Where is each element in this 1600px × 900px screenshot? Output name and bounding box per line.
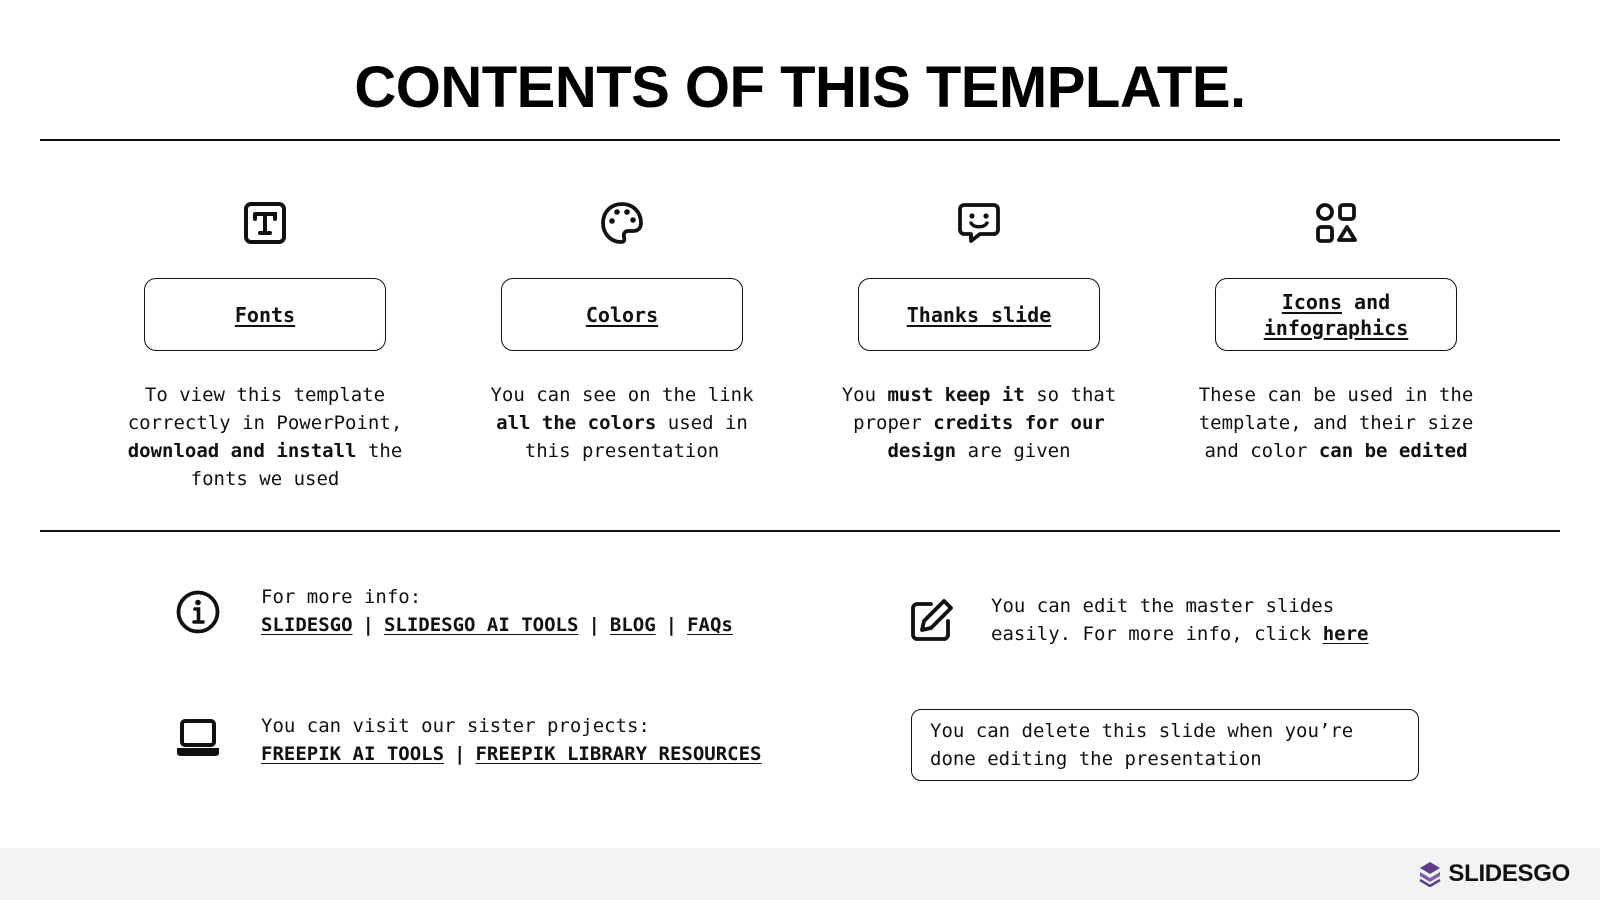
thanks-slide-button[interactable]: Thanks slide [858,278,1100,351]
icons-infographics-card [1176,200,1496,465]
more-info-text: For more info: SLIDESGO | SLIDESGO AI TOOLS | BLOG | FAQs [261,583,733,639]
edit-master-text: You can edit the master slides easily. For more info, click here [991,595,1369,645]
colors-description: You can see on the link all the colors used in this presentation [490,384,754,462]
slidesgo-ai-tools-link[interactable]: SLIDESGO AI TOOLS [383,614,579,636]
palette-icon [599,200,645,246]
delete-slide-note: You can delete this slide when you’re done editing the presentation [911,709,1419,781]
middle-divider [40,530,1560,532]
blog-link[interactable]: BLOG [609,614,656,636]
faqs-link[interactable]: FAQs [687,614,733,636]
sister-projects-text: You can visit our sister projects: FREEPIK AI TOOLS | FREEPIK LIBRARY RESOURCES [261,712,761,768]
top-divider [40,139,1560,141]
here-link[interactable]: here [1322,623,1369,645]
fonts-button[interactable]: Fonts [144,278,386,351]
shapes-icon [1313,200,1359,246]
icons-infographics-description: These can be used in the template, and their size and color can be edited [1198,384,1474,462]
colors-card [462,200,782,465]
slidesgo-logo-icon [1418,861,1442,887]
sister-projects-label: You can visit our sister projects: [261,715,650,737]
freepik-ai-tools-link[interactable]: FREEPIK AI TOOLS [261,743,445,765]
slidesgo-logo[interactable] [1418,860,1570,888]
laptop-icon [175,715,221,761]
edit-icon [909,597,955,643]
thanks-slide-description: You must keep it so that proper credits for our design are given [841,384,1117,462]
info-icon [175,589,221,635]
icons-infographics-button[interactable]: Icons and infographics [1215,278,1457,351]
slidesgo-link[interactable]: SLIDESGO [261,614,353,636]
more-info-label: For more info: [261,586,422,608]
brand-name: SLIDESGO [1448,860,1570,887]
chat-smile-icon [956,200,1002,246]
fonts-card [105,200,425,493]
page-title: CONTENTS OF THIS TEMPLATE. [354,55,1246,120]
fonts-description: To view this template correctly in PowerPoint, download and install the fonts we used [127,384,403,490]
thanks-slide-card [819,200,1139,465]
footer-bar [0,848,1600,900]
colors-button[interactable]: Colors [501,278,743,351]
freepik-library-resources-link[interactable]: FREEPIK LIBRARY RESOURCES [475,743,762,765]
text-icon [242,200,288,246]
